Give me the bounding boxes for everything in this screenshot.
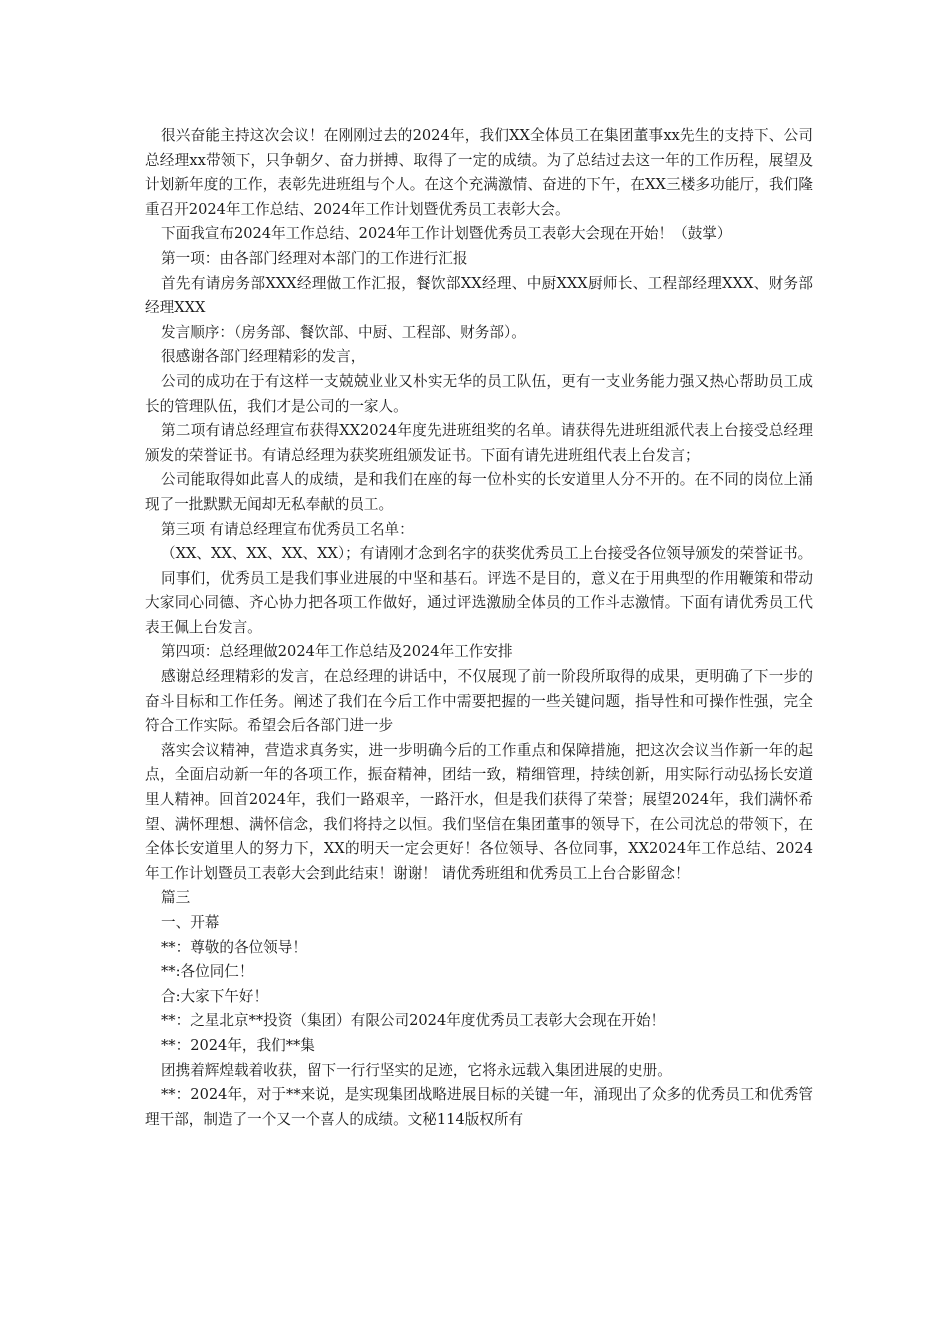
paragraph: 首先有请房务部XXX经理做工作汇报，餐饮部XX经理、中厨XXX厨师长、工程部经理XXX、财务部经理XXX xyxy=(145,274,813,317)
paragraph: 发言顺序：（房务部、餐饮部、中厨、工程部、财务部）。 xyxy=(161,323,526,341)
paragraph: 落实会议精神，营造求真务实，进一步明确今后的工作重点和保障措施，把这次会议当作新一年的起点，全面启动新一年的各项工作，振奋精神，团结一致，精细管理，持续创新，用实际行动弘扬长安道里人精神。回首2024年，我们一路艰辛，一路汗水，但是我们获得了荣誉；展望2024年，我们满怀希望、满怀理想、满怀信念，我们将持之以恒。我们坚信在集团董事的领导下，在公司沈总的带领下，在全体长安道里人的努力下，XX的明天一定会更好！各位领导、各位同事，XX2024年工作总结、2024年工作计划暨员工表彰大会到此结束！谢谢！ 请优秀班组和优秀员工上台合影留念！ xyxy=(145,741,813,882)
paragraph: 团携着辉煌载着收获，留下一行行坚实的足迹，它将永远载入集团进展的史册。 xyxy=(161,1061,672,1079)
paragraph: 第二项有请总经理宣布获得XX2024年度先进班组奖的名单。请获得先进班组派代表上台接受总经理颁发的荣誉证书。有请总经理为获奖班组颁发证书。下面有请先进班组代表上台发言； xyxy=(145,422,813,464)
paragraph: 公司的成功在于有这样一支兢兢业业又朴实无华的员工队伍，更有一支业务能力强又热心帮助员工成长的管理队伍，我们才是公司的一家人。 xyxy=(145,372,813,415)
paragraph: 感谢总经理精彩的发言，在总经理的讲话中，不仅展现了前一阶段所取得的成果，更明确了下一步的奋斗目标和工作任务。阐述了我们在今后工作中需要把握的一些关键问题，指导性和可操作性强，完全符合工作实际。希望会后各部门进一步 xyxy=(145,668,813,735)
paragraph: 下面我宣布2024年工作总结、2024年工作计划暨优秀员工表彰大会现在开始！（鼓掌） xyxy=(161,225,732,243)
section-heading: 篇三 xyxy=(161,889,191,907)
paragraph: **：2024年，对于**来说，是实现集团战略进展目标的关键一年，涌现出了众多的优秀员工和优秀管理干部，制造了一个又一个喜人的成绩。文秘114版权所有 xyxy=(145,1086,813,1128)
paragraph: 公司能取得如此喜人的成绩，是和我们在座的每一位朴实的长安道里人分不开的。在不同的岗位上涌现了一批默默无闻却无私奉献的员工。 xyxy=(145,471,813,513)
paragraph: 第四项：总经理做2024年工作总结及2024年工作安排 xyxy=(161,643,513,661)
document-body xyxy=(145,124,813,1132)
paragraph: **:各位同仁！ xyxy=(161,963,254,981)
paragraph: **：之星北京**投资（集团）有限公司2024年度优秀员工表彰大会现在开始！ xyxy=(161,1012,666,1030)
paragraph: 很兴奋能主持这次会议！在刚刚过去的2024年，我们XX全体员工在集团董事xx先生的支持下、公司总经理xx带领下，只争朝夕、奋力拼搏、取得了一定的成绩。为了总结过去这一年的工作历程，展望及计划新年度的工作，表彰先进班组与个人。在这个充满激情、奋进的下午，在XX三楼多功能厅，我们隆重召开2024年工作总结、2024年工作计划暨优秀员工表彰大会。 xyxy=(145,127,813,218)
section-heading: 一、开幕 xyxy=(161,914,220,931)
paragraph: 很感谢各部门经理精彩的发言， xyxy=(161,348,366,366)
paragraph: 合:大家下午好！ xyxy=(161,987,269,1005)
paragraph: **：2024年，我们**集 xyxy=(161,1036,315,1054)
paragraph: 第一项：由各部门经理对本部门的工作进行汇报 xyxy=(161,249,468,267)
paragraph: （XX、XX、XX、XX、XX）；有请刚才念到名字的获奖优秀员工上台接受各位领导颁发的荣誉证书。 xyxy=(161,545,813,563)
paragraph: 同事们，优秀员工是我们事业进展的中坚和基石。评选不是目的，意义在于用典型的作用鞭策和带动大家同心同德、齐心协力把各项工作做好，通过评选激励全体员的工作斗志激情。下面有请优秀员工代表王佩上台发言。 xyxy=(145,569,813,636)
paragraph: **：尊敬的各位领导！ xyxy=(161,938,307,956)
paragraph: 第三项 有请总经理宣布优秀员工名单： xyxy=(161,520,414,538)
